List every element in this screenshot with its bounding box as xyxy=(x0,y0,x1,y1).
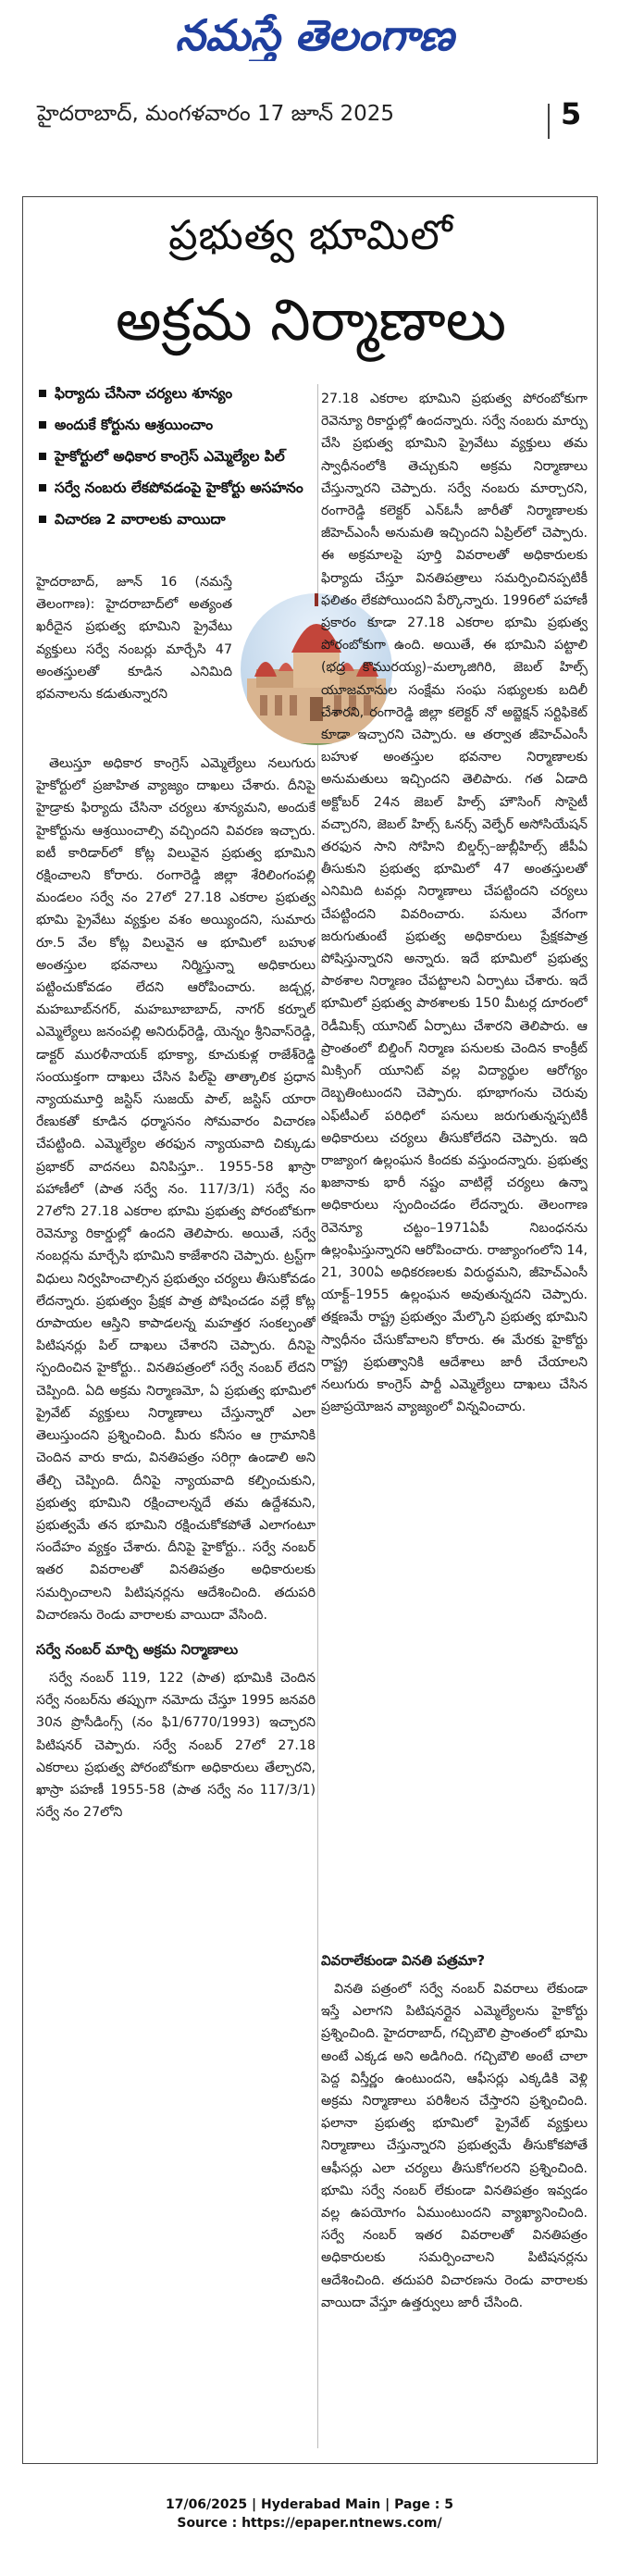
page-number: 5 xyxy=(561,96,582,131)
right-tail-paragraph: వినతి పత్రంలో సర్వే నంబర్ వివరాలు లేకుండా ఇస్తే ఎలాగని పిటిషనర్లైన ఎమ్మెల్యేలను హైకోర్టు ప్రశ్నించింది. హైదరాబాద్, గచ్చిబౌలి ప్రాంతంలో భూమి అంటే ఎక్కడ అని అడిగింది. గచ్చిబౌలి అంటే చాలా పెద్ద విస్తీర్ణం ఉంటుందని, ఆఫీసర్లు ఎక్కడికి వెళ్లి అక్రమ నిర్మాణాలు పరిశీలన చేస్తారని ప్రశ్నించింది. ఫలానా ప్రభుత్వ భూమిలో ప్రైవేట్ వ్యక్తులు నిర్మాణాలు చేస్తున్నారని ప్రభుత్వమే తీసుకోకపోతే ఆఫీసర్లు ఎలా చర్యలు తీసుకోగలరని ప్రశ్నించింది. భూమి సర్వే నంబర్ లేకుండా వినతిపత్రం ఇవ్వడం వల్ల ఉపయోగం ఏముంటుందని వ్యాఖ్యానించింది. సర్వే నంబర్ ఇతర వివరాలతో వినతిపత్రం అధికారులకు సమర్పించాలని పిటిషనర్లను ఆదేశించింది. తదుపరి విచారణను రెండు వారాలకు వాయిదా వేస్తూ ఉత్తర్వులు జారీ చేసింది. xyxy=(321,1982,588,2310)
lead-text: హైదరాబాద్, జూన్ 16 (నమస్తే తెలంగాణ): హైదరాబాద్‌లో అత్యంత ఖరీదైన ప్రభుత్వ భూమిని ప్రైవేటు వ్యక్తులు సర్వే నంబర్లు మార్చేసి 47 అంతస్తులతో కూడిన ఎనిమిది భవనాలను కడుతున్నారని xyxy=(36,575,232,703)
footer-source-link[interactable]: Source : https://epaper.ntnews.com/ xyxy=(177,2516,442,2531)
left-tail-paragraph: సర్వే నంబర్ 119, 122 (పాత) భూమికి చెందిన సర్వే నంబర్‌ను తప్పుగా నమోదు చేస్తూ 1995 జనవరి 30న ప్రొసీడింగ్స్ (నం ఫి1/6770/1993) ఇచ్చారని పిటిషనర్ చెప్పారు. సర్వే నంబర్ 27లో 27.18 ఎకరాలు ప్రభుత్వ పోరంబోకుగా అధికారులు తేల్చారని, ఖాస్రా పహణీ 1955-58 (పాత సర్వే నం 117/3/1) సర్వే నం 27లోని xyxy=(36,1670,316,1821)
logo-text: నమస్తే తెలంగాణ xyxy=(175,10,454,60)
bullet-item: ఫిర్యాదు చేసినా చర్యలు శూన్యం xyxy=(36,382,328,404)
article-right-column xyxy=(321,388,588,1869)
bullet-item: హైకోర్టులో అధికార కాంగ్రెస్ ఎమ్మెల్యేల పిల్ xyxy=(36,445,328,467)
page-footer xyxy=(0,2497,619,2531)
masthead xyxy=(0,0,619,130)
highlight-bullets xyxy=(36,382,328,540)
dateline-separator xyxy=(548,104,550,139)
right-subheading: వివరాలేకుండా వినతి పత్రమా? xyxy=(321,1952,486,1969)
footer-edition-info: 17/06/2025 | Hyderabad Main | Page : 5 xyxy=(165,2497,454,2512)
headline-line-2: అక్రమ నిర్మాణాలు xyxy=(115,286,507,354)
article-right-column-bottom xyxy=(321,1937,588,2456)
headline-line-1: ప్రభుత్వ భూమిలో xyxy=(168,212,453,259)
dateline: హైదరాబాద్, మంగళవారం 17 జూన్ 2025 xyxy=(37,102,394,126)
bullet-item: విచారణ 2 వారాలకు వాయిదా xyxy=(36,508,328,530)
right-body-paragraph: 27.18 ఎకరాల భూమిని ప్రభుత్వ పోరంబోకుగా రెవెన్యూ రికార్డుల్లో ఉందన్నారు. సర్వే నంబరు మార్పు చేసి ప్రభుత్వ భూమిని ప్రైవేటు వ్యక్తులు తమ స్వాధీనంలోకి తెచ్చుకుని అక్రమ నిర్మాణాలు చేస్తున్నారని చెప్పారు. సర్వే నంబరు మార్చారని, రంగారెడ్డి కలెక్టర్ ఎన్ఓసీ జారీతో నిర్మాణాలకు జీహెచ్ఎంసీ అనుమతి ఇచ్చిందని ఏప్రిల్‌లో చెప్పారు. ఈ అక్రమాలపై పూర్తి వివరాలతో అధికారులకు ఫిర్యాదు చేస్తూ వినతిపత్రాలు సమర్పించినప్పటికీ ఫలితం లేకపోయిందని పేర్కొన్నారు. 1996లో పహాణీ ప్రకారం కూడా 27.18 ఎకరాల భూమి ప్రభుత్వ పోరంబోకుగా ఉంది. అయితే, ఈ భూమిని పట్టాలి (భద్ర కొమురయ్య)–మల్కాజిగిరి, జెబల్ హిల్స్ యూజమానుల సంక్షేమ సంఘ సభ్యులకు బదిలీ చేశారని, రంగారెడ్డి జిల్లా కలెక్టర్ నో అబ్జెక్షన్ సర్టిఫికెట్ కూడా ఇచ్చారని చెప్పారు. ఆ తర్వాత జీహెచ్ఎంసీ బహుళ అంతస్తుల భవనాల నిర్మాణాలకు అనుమతులు ఇచ్చిందని తెలిపారు. గత ఏడాది అక్టోబర్ 24న జెబల్ హిల్స్ హౌసింగ్ సొసైటీ వచ్చారని, జెబల్ హిల్స్ ఓనర్స్ వెల్ఫేర్ అసోసియేషన్ తరఫున సాని సోహిని బిల్డర్స్‌–జుబ్లీహిల్స్ జీపీఏ తీసుకుని ప్రభుత్వ భూమిలో 47 అంతస్తులతో ఎనిమిది టవర్లు నిర్మాణాలు చేపట్టిందని చర్యలు చేపట్టిందని వివరించారు. పనులు వేగంగా జరుగుతుంటే ప్రభుత్వ అధికారులు ప్రేక్షకపాత్ర పోషిస్తున్నారని అన్నారు. ఇదే భూమిలో ప్రభుత్వ పాఠశాల నిర్మాణం చేపట్టాలని ఏర్పాటు చేశారు. ఇదే భూమిలో ప్రభుత్వ పాఠశాలకు 150 మీటర్ల దూరంలో రెడీమిక్స్ యూనిట్ ఏర్పాటు చేశారని తెలిపారు. ఆ ప్రాంతంలో బిల్డింగ్ నిర్మాణ పనులకు చెందిన కాంక్రీట్ మిక్సింగ్ యూనిట్ వల్ల విద్యార్థుల ఆరోగ్యం దెబ్బతింటుందని చెప్పారు. భూభాగంను చెరువు ఎఫ్‌టీఎల్ పరిధిలో పనులు జరుగుతున్నప్పటికీ అధికారులు చర్యలు తీసుకోలేదని చెప్పారు. ఇది రాజ్యాంగ ఉల్లంఘన కిందకు వస్తుందన్నారు. ప్రభుత్వ ఖజానాకు భారీ నష్టం వాటిల్లే చర్యలు ఉన్నా అధికారులు స్పందించడం లేదన్నారు. తెలంగాణ రెవెన్యూ చట్టం–1971ఏపీ నిబంధనను ఉల్లంఘిస్తున్నారని ఆరోపించారు. రాజ్యాంగంలోని 14, 21, 300ఏ అధికరణలకు విరుద్ధమని, జీహెచ్ఎంసీ యాక్ట్–1955 ఉల్లంఘన అవుతున్నదని చెప్పారు. తక్షణమే రాష్ట్ర ప్రభుత్వం మేల్కొని ప్రభుత్వ భూమిని స్వాధీనం చేసుకోవాలని కోరారు. ఈ మేరకు హైకోర్టు రాష్ట్ర ప్రభుత్వానికి ఆదేశాలు జారీ చేయాలని నలుగురు కాంగ్రెస్ పార్టీ ఎమ్మెల్యేలు దాఖలు చేసిన ప్రజాప్రయోజన వ్యాజ్యంలో విన్నవించారు. xyxy=(321,392,588,1415)
bullet-item: సర్వే నంబరు లేకపోవడంపై హైకోర్టు అసహనం xyxy=(36,477,328,499)
left-subheading: సర్వే నంబర్ మార్చి అక్రమ నిర్మాణాలు xyxy=(36,1640,239,1658)
news-article xyxy=(22,196,598,2464)
left-body-paragraph: తెలుస్తూ అధికార కాంగ్రెస్ ఎమ్మెల్యేలు నలుగురు హైకోర్టులో ప్రజాహిత వ్యాజ్యం దాఖలు చేశారు. దీనిపై హైడ్రాకు ఫిర్యాదు చేసినా చర్యలు శూన్యమని, అందుకే హైకోర్టును ఆశ్రయించాల్సి వచ్చిందని వివరణ ఇచ్చారు. ఐటీ కారిడార్‌లో కోట్ల విలువైన ప్రభుత్వ భూమిని రక్షించాలని కోరారు. రంగారెడ్డి జిల్లా శేరిలింగంపల్లి మండలం సర్వే నం 27లో 27.18 ఎకరాల ప్రభుత్వ భూమి ప్రైవేటు వ్యక్తుల వశం అయ్యిందని, సుమారు రూ.5 వేల కోట్ల విలువైన ఆ భూమిలో బహుళ అంతస్తుల భవనాలు నిర్మిస్తున్నా అధికారులు పట్టించుకోవడం లేదని ఆరోపించారు. జడ్చర్ల, మహబూబ్‌నగర్, మహబూబాబాద్, నాగర్ కర్నూల్ ఎమ్మెల్యేలు జనంపల్లి అనిరుధ్‌రెడ్డి, యెన్నం శ్రీనివాస్‌రెడ్డి, డాక్టర్ మురళీనాయక్ భూక్యా, కూచుకుళ్ల రాజేశ్‌రెడ్డి సంయుక్తంగా దాఖలు చేసిన పిల్‌పై తాత్కాలిక ప్రధాన న్యాయమూర్తి జస్టిస్ సుజయ్ పాల్, జస్టిస్ యారా రేణుకతో కూడిన ధర్మాసనం సోమవారం విచారణ చేపట్టింది. ఎమ్మెల్యేల తరఫున న్యాయవాది చిక్కుడు ప్రభాకర్ వాదనలు వినిపిస్తూ.. 1955-58 ఖాస్రా పహాణీలో (పాత సర్వే నం. 117/3/1) సర్వే నం 27లోని 27.18 ఎకరాల భూమి ప్రభుత్వ పోరంబోకుగా రెవెన్యూ రికార్డుల్లో ఉందని తెలిపారు. అయితే, సర్వే నంబర్లను మార్చేసి భూమిని కాజేశారని చెప్పారు. ట్రస్ట్‌గా విధులు నిర్వహించాల్సిన ప్రభుత్వం చర్యలు తీసుకోవడం లేదన్నారు. ప్రభుత్వం ప్రేక్షక పాత్ర పోషించడం వల్లే కోట్ల రూపాయల ఆస్తిని కాపాడలన్న మహత్తర సంకల్పంతో పిటిషనర్లు పిల్ దాఖలు చేశారని చెప్పారు. దీనిపై స్పందించిన హైకోర్టు.. వినతిపత్రంలో సర్వే నంబర్ లేదని చెప్పింది. ఏది అక్రమ నిర్మాణమో, ఏ ప్రభుత్వ భూమిలో ప్రైవేట్ వ్యక్తులు నిర్మాణాలు చేస్తున్నారో ఎలా తెలుస్తుందని ప్రశ్నించింది. మీరు కనీసం ఆ గ్రామానికి చెందిన వారు కాదు, వినతిపత్రం సరిగ్గా ఉండాలి అని తేల్చి చెప్పింది. దీనిపై న్యాయవాది కల్పించుకుని, ప్రభుత్వ భూమిని రక్షించాలన్నదే తమ ఉద్దేశమని, ప్రభుత్వమే తన భూమిని రక్షించుకోకపోతే ఎలాగంటూ సందేహం వ్యక్తం చేశారు. దీనిపై హైకోర్టు.. సర్వే నంబర్ ఇతర వివరాలతో వినతిపత్రం అధికారులకు సమర్పించాలని పిటిషనర్లను ఆదేశించింది. తదుపరి విచారణను రెండు వారాలకు వాయిదా వేసింది. xyxy=(36,756,316,1623)
bullet-item: అందుకే కోర్టును ఆశ్రయించాం xyxy=(36,414,328,436)
article-lead-paragraph xyxy=(36,571,232,753)
newspaper-logo xyxy=(139,6,490,61)
article-left-column xyxy=(36,753,316,2446)
